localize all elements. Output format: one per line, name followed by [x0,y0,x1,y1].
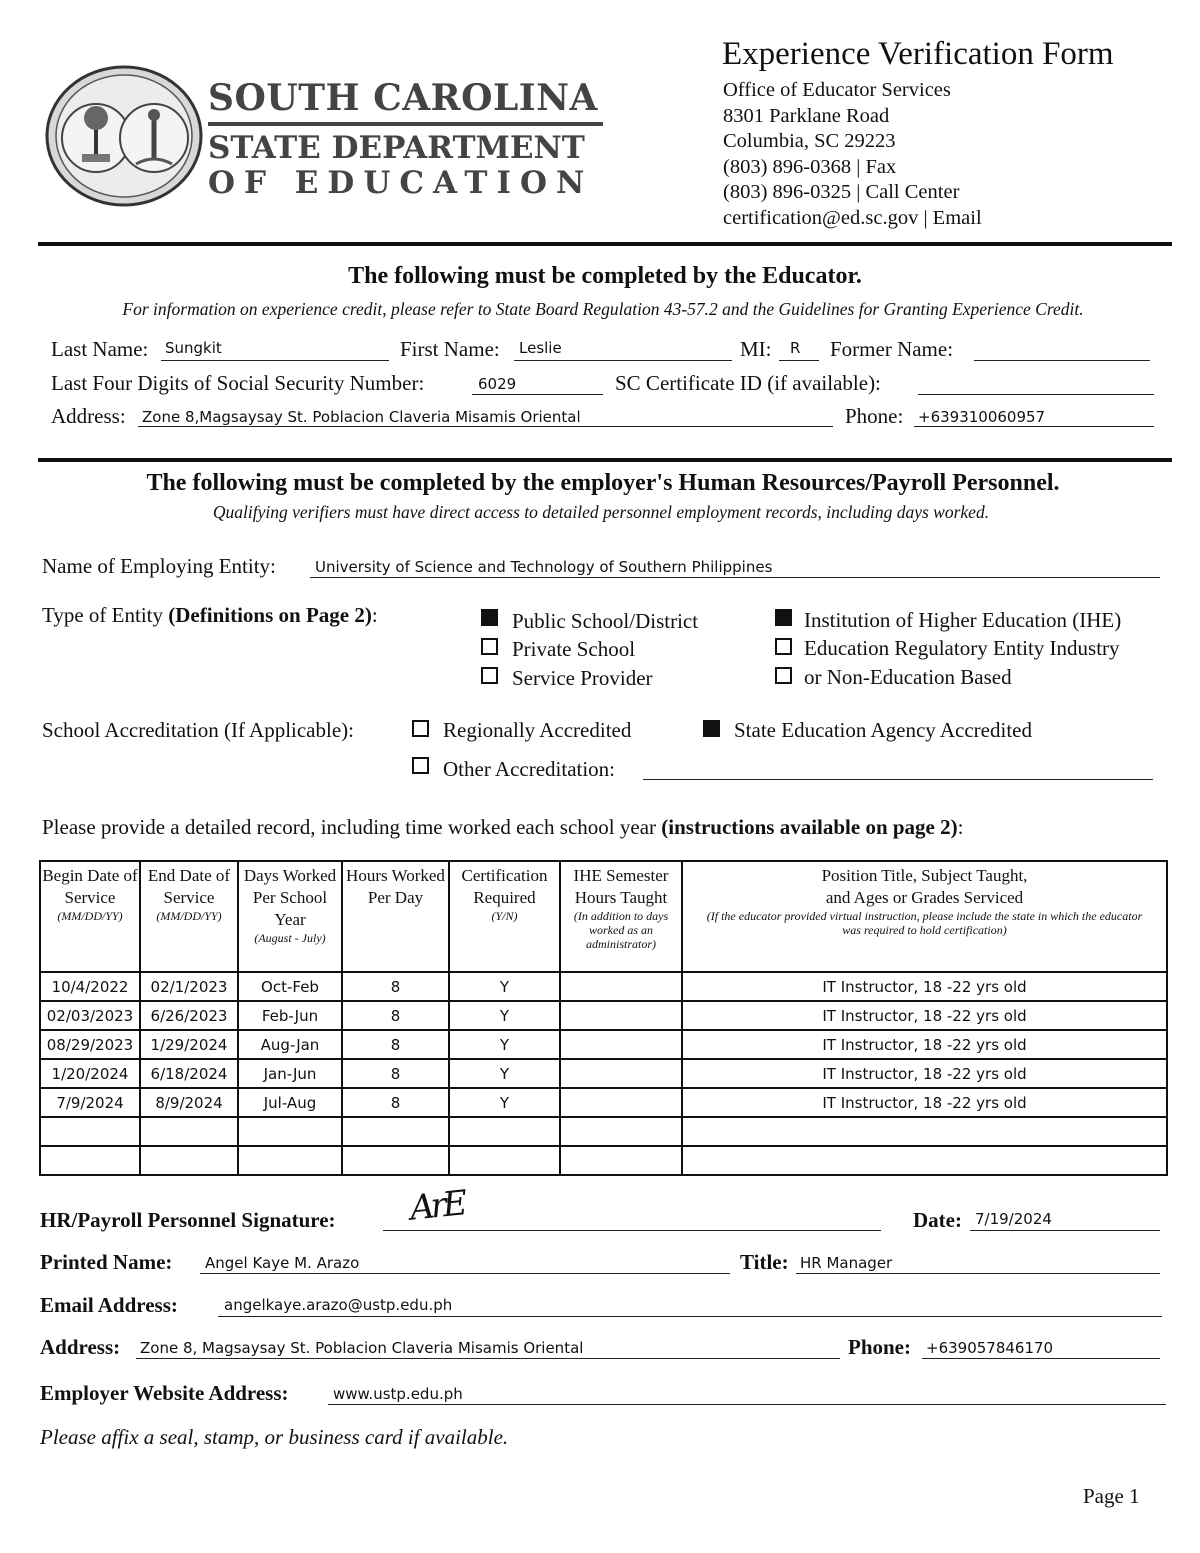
title-field[interactable]: HR Manager [800,1254,893,1272]
office-line: Office of Educator Services [723,79,951,101]
table-cell[interactable]: 6/18/2024 [140,1059,238,1088]
ihe-label: Institution of Higher Education (IHE) [804,608,1122,632]
other-accreditation-line[interactable] [643,779,1153,780]
office-line: 8301 Parklane Road [723,104,890,127]
table-cell[interactable] [560,1146,682,1175]
public-school-label: Public School/District [512,609,699,633]
table-cell[interactable]: 10/4/2022 [40,972,140,1001]
table-cell[interactable]: Y [449,1030,560,1059]
first-name-field[interactable]: Leslie [519,339,562,357]
table-cell[interactable]: 8 [342,972,449,1001]
table-header-row [40,861,1167,972]
table-row [40,1088,1167,1117]
col-hours-per-day: Hours Worked Per Day [342,861,449,972]
table-cell[interactable] [560,1030,682,1059]
form-title: Experience Verification Form [722,36,1114,72]
printed-name-label: Printed Name: [40,1250,173,1274]
signature-label: HR/Payroll Personnel Signature: [40,1208,336,1232]
col-days-worked: Days Worked Per School Year (August - July) [238,861,342,972]
table-cell[interactable]: Oct-Feb [238,972,342,1001]
table-cell[interactable] [342,1117,449,1146]
printed-name-line [200,1273,730,1274]
educator-heading: The following must be completed by the Educator. [348,263,862,289]
table-cell[interactable] [560,972,682,1001]
printed-name-field[interactable]: Angel Kaye M. Arazo [205,1254,360,1272]
col-begin-date: Begin Date of Service (MM/DD/YY) [40,861,140,972]
website-label: Employer Website Address: [40,1381,289,1405]
section-divider [38,458,1172,462]
employer-address-line [136,1358,840,1359]
page-number: Page 1 [1083,1484,1140,1508]
first-name-line [514,360,732,361]
table-cell[interactable]: Y [449,1059,560,1088]
col-certification: Certification Required (Y/N) [449,861,560,972]
table-cell[interactable] [140,1117,238,1146]
service-provider-checkbox[interactable] [481,667,498,684]
cert-id-line [918,394,1154,395]
table-cell[interactable]: 8 [342,1001,449,1030]
table-cell[interactable] [449,1117,560,1146]
website-field[interactable]: www.ustp.edu.ph [333,1385,463,1403]
employer-note: Qualifying verifiers must have direct access to detailed personnel employment records, including days worked. [212,502,990,522]
table-cell[interactable]: 02/03/2023 [40,1001,140,1030]
date-line [970,1230,1160,1231]
other-accreditation-checkbox[interactable] [412,757,429,774]
phone-field[interactable]: +639310060957 [918,408,1046,426]
email-field[interactable]: angelkaye.arazo@ustp.edu.ph [224,1296,453,1314]
table-cell[interactable] [560,1059,682,1088]
employer-address-field[interactable]: Zone 8, Magsaysay St. Poblacion Claveria Misamis Oriental [140,1339,584,1357]
table-row [40,1117,1167,1146]
table-cell[interactable]: 8 [342,1030,449,1059]
office-email[interactable]: certification@ed.sc.gov | Email [723,206,982,229]
table-cell[interactable]: 7/9/2024 [40,1088,140,1117]
ssn-field[interactable]: 6029 [478,375,517,393]
entity-line [310,577,1160,578]
mi-field[interactable]: R [790,339,801,357]
educator-note: For information on experience credit, please refer to State Board Regulation 43-57.2 and the Guidelines for Granting Experience Credit. [122,299,1084,319]
last-name-label: Last Name: [51,337,149,361]
signature-image: ArE [408,1183,466,1229]
employer-phone-label: Phone: [848,1335,911,1359]
table-cell[interactable]: IT Instructor, 18 -22 yrs old [682,972,1167,1001]
entity-label: Name of Employing Entity: [42,554,276,578]
state-seal-icon [44,64,204,209]
service-provider-label: Service Provider [512,666,653,690]
table-cell[interactable]: 8/9/2024 [140,1088,238,1117]
table-cell[interactable] [560,1117,682,1146]
email-label: Email Address: [40,1293,178,1317]
logo-line-2: STATE DEPARTMENT [208,130,585,166]
table-cell[interactable]: Jan-Jun [238,1059,342,1088]
table-cell[interactable]: Y [449,1001,560,1030]
accreditation-label: School Accreditation (If Applicable): [42,718,354,742]
table-cell[interactable]: 1/20/2024 [40,1059,140,1088]
table-cell[interactable]: 08/29/2023 [40,1030,140,1059]
regional-accreditation-label: Regionally Accredited [443,718,632,742]
former-name-label: Former Name: [830,337,954,361]
ssn-line [472,394,603,395]
private-school-checkbox[interactable] [481,638,498,655]
record-intro: Please provide a detailed record, including time worked each school year (instructions available on page 2): [42,815,964,839]
address-label: Address: [51,404,126,428]
non-education-checkbox[interactable] [775,667,792,684]
ssn-label: Last Four Digits of Social Security Number: [51,371,425,395]
department-logo [208,76,603,200]
email-line [218,1316,1162,1317]
table-cell[interactable] [449,1146,560,1175]
table-cell[interactable]: 1/29/2024 [140,1030,238,1059]
employer-heading: The following must be completed by the employer's Human Resources/Payroll Personnel. [146,470,1060,496]
col-position: Position Title, Subject Taught, and Ages or Grades Serviced (If the educator provided virtual instruction, please include the state in which the educator was required to hold certification) [682,861,1167,972]
employer-phone-field[interactable]: +639057846170 [926,1339,1054,1357]
table-cell[interactable]: IT Instructor, 18 -22 yrs old [682,1030,1167,1059]
table-cell[interactable]: Aug-Jan [238,1030,342,1059]
table-cell[interactable] [238,1117,342,1146]
phone-label: Phone: [845,404,904,428]
office-line: Columbia, SC 29223 [723,130,896,153]
date-field[interactable]: 7/19/2024 [975,1210,1052,1228]
table-cell[interactable]: 8 [342,1088,449,1117]
entity-field[interactable]: University of Science and Technology of Southern Philippines [315,558,773,576]
office-contact [723,78,982,232]
state-accreditation-label: State Education Agency Accredited [734,718,1032,742]
mi-line [779,360,819,361]
table-cell[interactable] [682,1146,1167,1175]
ihe-checkbox[interactable] [775,609,792,626]
table-cell[interactable]: Jul-Aug [238,1088,342,1117]
table-cell[interactable]: Y [449,1088,560,1117]
table-row [40,972,1167,1001]
table-cell[interactable] [342,1146,449,1175]
last-name-field[interactable]: Sungkit [165,339,222,357]
last-name-line [161,360,389,361]
title-line [796,1273,1160,1274]
table-cell[interactable]: Feb-Jun [238,1001,342,1030]
former-name-line [974,360,1150,361]
table-cell[interactable]: IT Instructor, 18 -22 yrs old [682,1088,1167,1117]
title-label: Title: [740,1250,789,1274]
signature-line[interactable] [383,1230,881,1231]
table-cell[interactable]: IT Instructor, 18 -22 yrs old [682,1059,1167,1088]
table-row [40,1001,1167,1030]
table-cell[interactable] [140,1146,238,1175]
regional-accreditation-checkbox[interactable] [412,720,429,737]
regulatory-entity-label: Education Regulatory Entity Industry [804,636,1120,660]
website-line [328,1404,1166,1405]
date-label: Date: [913,1208,962,1232]
table-cell[interactable] [238,1146,342,1175]
table-cell[interactable] [682,1117,1167,1146]
table-row [40,1059,1167,1088]
table-cell[interactable]: 6/26/2023 [140,1001,238,1030]
table-cell[interactable] [40,1146,140,1175]
address-line [138,426,833,427]
logo-line-3: OF EDUCATION [208,165,594,201]
table-cell[interactable]: Y [449,972,560,1001]
mi-label: MI: [740,337,772,361]
office-line: (803) 896-0325 | Call Center [723,181,960,204]
table-row [40,1030,1167,1059]
table-cell[interactable]: IT Instructor, 18 -22 yrs old [682,1001,1167,1030]
service-record-table [39,860,1168,1176]
table-cell[interactable] [560,1088,682,1117]
non-education-label: or Non-Education Based [804,665,1012,689]
office-line: (803) 896-0368 | Fax [723,155,897,178]
col-end-date: End Date of Service (MM/DD/YY) [140,861,238,972]
other-accreditation-label: Other Accreditation: [443,757,616,781]
first-name-label: First Name: [400,337,500,361]
cert-id-label: SC Certificate ID (if available): [615,371,881,395]
public-school-checkbox[interactable] [481,609,498,626]
state-accreditation-checkbox[interactable] [703,720,720,737]
employer-phone-line [922,1358,1160,1359]
phone-line [914,426,1154,427]
table-cell[interactable]: 02/1/2023 [140,972,238,1001]
address-field[interactable]: Zone 8,Magsaysay St. Poblacion Claveria Misamis Oriental [142,408,581,426]
table-row [40,1146,1167,1175]
table-cell[interactable] [560,1001,682,1030]
section-divider [38,242,1172,246]
regulatory-entity-checkbox[interactable] [775,638,792,655]
table-cell[interactable]: 8 [342,1059,449,1088]
seal-note: Please affix a seal, stamp, or business card if available. [40,1425,509,1449]
table-cell[interactable] [40,1117,140,1146]
logo-line-1: SOUTH CAROLINA [208,77,598,119]
entity-type-label: Type of Entity (Definitions on Page 2): [42,603,378,627]
employer-address-label: Address: [40,1335,121,1359]
col-ihe-hours: IHE Semester Hours Taught (In addition to days worked as an administrator) [560,861,682,972]
private-school-label: Private School [512,637,636,661]
